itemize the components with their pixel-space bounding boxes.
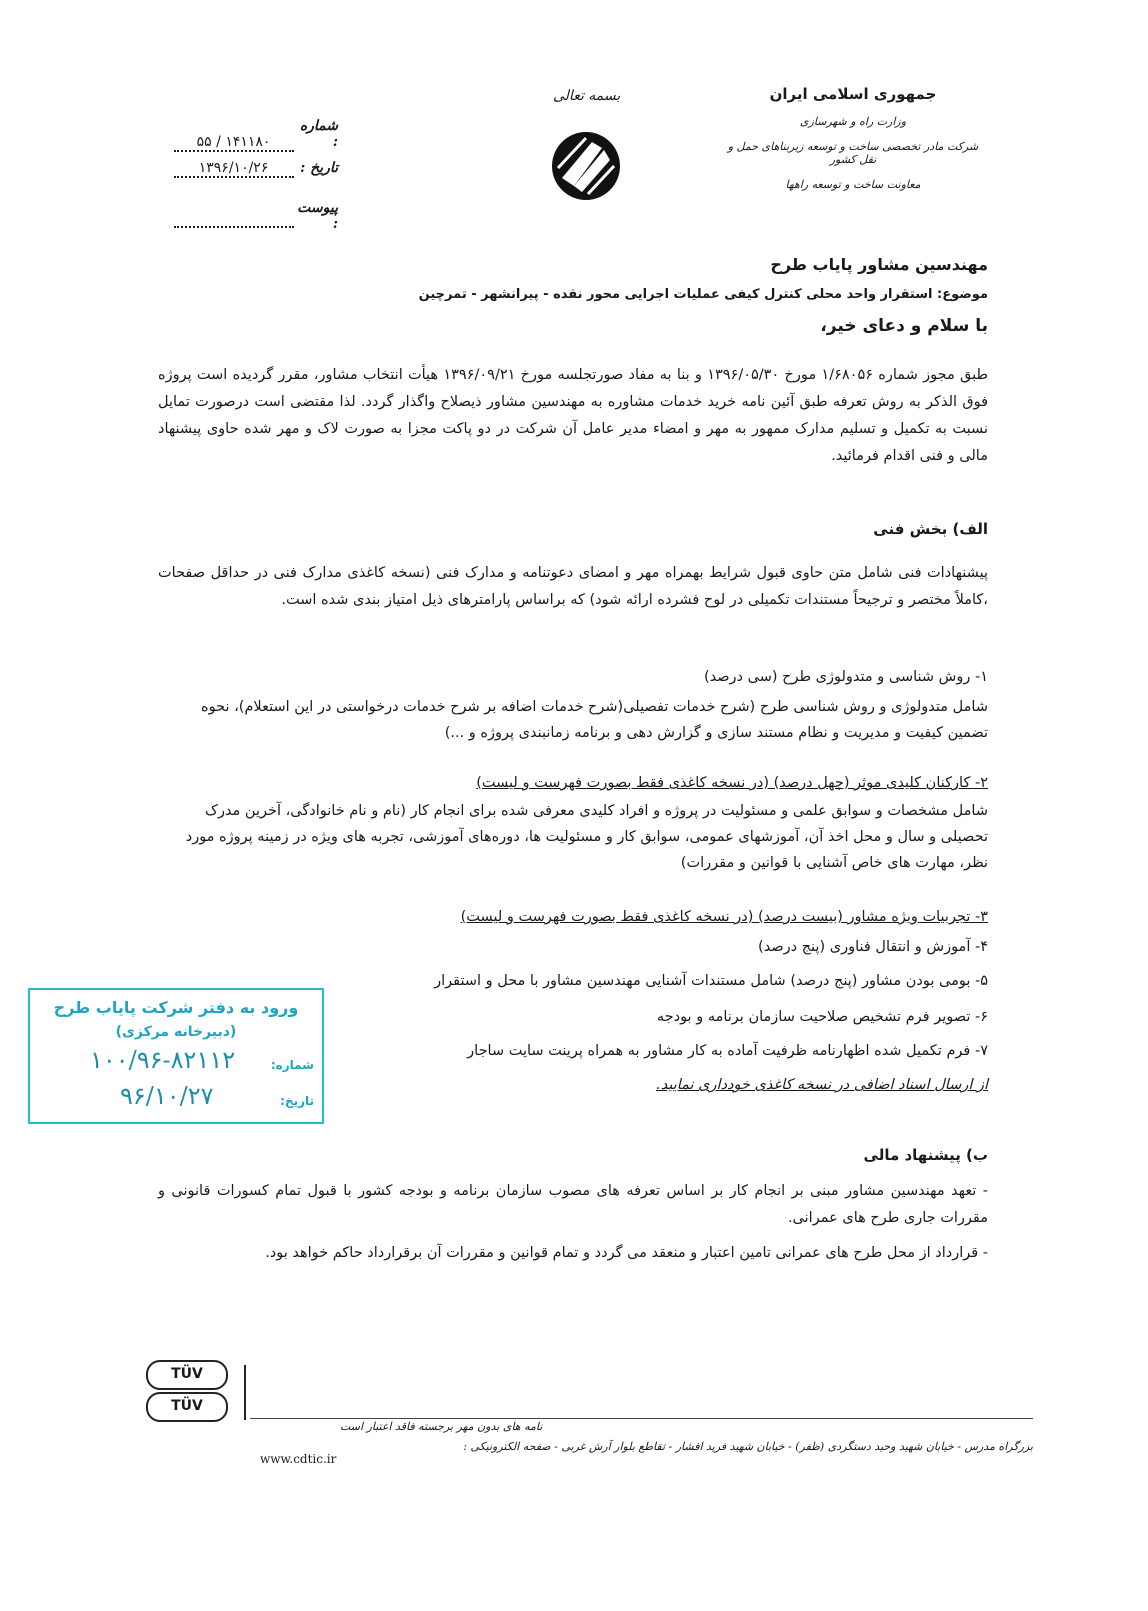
letter-date xyxy=(158,160,338,178)
list-item: ۳- تجربیات ویژه مشاور (بیست درصد) (در نسخه کاغذی فقط بصورت فهرست و لیست) xyxy=(460,909,988,925)
stamp-date-label: تاریخ: xyxy=(280,1094,314,1108)
number-label: شماره : xyxy=(299,118,338,150)
subject: موضوع: استقرار واحد محلی کنترل کیفی عملیات اجرایی محور نقده - پیرانشهر - تمرچین xyxy=(418,287,988,302)
list-item: ۵- بومی بودن مشاور (پنج درصد) شامل مستندات آشنایی مهندسین مشاور با محل و استقرار xyxy=(434,973,988,989)
section-b-title: ب) پیشنهاد مالی xyxy=(863,1146,988,1164)
footer-divider xyxy=(244,1365,246,1420)
number-value: ۵۵ / ۱۴۱۱۸۰ xyxy=(174,134,294,152)
section-a-title: الف) بخش فنی xyxy=(873,520,988,538)
company-name: شرکت مادر تخصصی ساخت و توسعه زیربناهای حمل و نقل کشور xyxy=(727,140,979,166)
list-item: ۴- آموزش و انتقال فناوری (پنج درصد) xyxy=(758,939,988,955)
footer-divider xyxy=(250,1418,1033,1419)
bismillah: بسمه تعالی xyxy=(553,88,621,104)
footer-address: بزرگراه مدرس - خیابان شهید وحید دستگردی (ظفر) - خیابان شهید فرید افشار - تقاطع بلوار آرش غربی - صفحه الکترونیکی : xyxy=(463,1440,1033,1453)
section-a-text: پیشنهادات فنی شامل متن حاوی قبول شرایط بهمراه مهر و امضای دعوتنامه و مدارک فنی (نسخه کاغذی مدارک فنی در حداقل صفحات ،کاملاً مختصر و ترجیحاً مستندات تکمیلی در لوح فشرده ارائه شود) که براساس پارامترهای ذیل امتیاز بندی شده است. xyxy=(158,565,988,608)
tuv-certification-icon: TÜV xyxy=(146,1360,228,1390)
stamp-number-label: شماره: xyxy=(270,1058,314,1072)
list-item: - تعهد مهندسین مشاور مبنی بر انجام کار بر اساس تعرفه های مصوب سازمان برنامه و بودجه کشور با قبول تمام کسورات قانونی و مقررات جاری طرح های عمرانی. xyxy=(158,1183,988,1226)
company-logo-icon xyxy=(548,128,624,204)
attachment-label: پیوست : xyxy=(297,200,338,232)
letterhead xyxy=(723,85,983,191)
date-label: تاریخ : xyxy=(300,160,338,176)
greeting: با سلام و دعای خیر، xyxy=(820,316,988,336)
country-name: جمهوری اسلامی ایران xyxy=(769,85,937,103)
list-item: از ارسال اسناد اضافی در نسخه کاغذی خودداری نمایید. xyxy=(656,1077,988,1093)
department-name: معاونت ساخت و توسعه راهها xyxy=(785,178,921,191)
list-item: - قرارداد از محل طرح های عمرانی تامین اعتبار و منعقد می گردد و تمام قوانین و مقررات آن برقرارداد حاکم خواهد بود. xyxy=(265,1245,988,1261)
receipt-stamp xyxy=(28,988,324,1124)
stamp-date-value: ۹۶/۱۰/۲۷ xyxy=(120,1082,214,1110)
date-value: ۱۳۹۶/۱۰/۲۶ xyxy=(174,160,294,178)
letter-number xyxy=(158,118,338,152)
stamp-subtitle: (دبیرخانه مرکزی) xyxy=(115,1024,237,1040)
ministry-name: وزارت راه و شهرسازی xyxy=(799,115,907,128)
letter-attachment xyxy=(158,200,338,232)
intro-paragraph: طبق مجوز شماره ۱/۶۸۰۵۶ مورخ ۱۳۹۶/۰۵/۳۰ و بنا به مفاد صورتجلسه مورخ ۱۳۹۶/۰۹/۲۱ هیأت انتخاب مشاور، مقرر گردیده است پروژه فوق الذکر به روش تعرفه طبق آئین نامه خرید خدمات مشاوره به مهندسین مشاور ذیصلاح واگذار گردد. لذا مقتضی است درصورت تمایل نسبت به تکمیل و تسلیم مدارک ممهور به مهر و امضاء مدیر عامل آن شرکت در دو پاکت مجزا به صورت لاک و مهر شده حاوی پیشنهاد مالی و فنی اقدام فرمائید. xyxy=(158,367,988,464)
list-item: ۶- تصویر فرم تشخیص صلاحیت سازمان برنامه و بودجه xyxy=(656,1009,988,1025)
footer-website[interactable]: www.cdtic.ir xyxy=(260,1452,337,1466)
stamp-title: ورود به دفتر شرکت پایاب طرح xyxy=(53,998,299,1017)
tuv-certification-icon: TÜV xyxy=(146,1392,228,1422)
attachment-value xyxy=(174,226,294,228)
list-item: ۷- فرم تکمیل شده اظهارنامه ظرفیت آماده به کار مشاور به همراه پرینت سایت ساجار xyxy=(467,1043,988,1059)
list-item: ۱- روش شناسی و متدولوژی طرح (سی درصد) xyxy=(703,669,988,685)
list-item: شامل متدولوژی و روش شناسی طرح (شرح خدمات تفصیلی(شرح خدمات اضافه بر شرح خدمات درخواستی در این استعلام)، نحوه تضمین کیفیت و مدیریت و نظام مستند سازی و گزارش دهی و برنامه زمانبندی پروژه و ...) xyxy=(201,699,988,741)
footer-notice: نامه های بدون مهر برجسته فاقد اعتبار است xyxy=(340,1420,543,1433)
addressee: مهندسین مشاور پایاب طرح xyxy=(770,255,988,274)
list-item: شامل مشخصات و سوابق علمی و مسئولیت در پروژه و افراد کلیدی معرفی شده برای انجام کار (نام و نام خانوادگی، آخرین مدرک تحصیلی و سال و محل اخذ آن، آموزشهای عمومی، سوابق کار و مسئولیت ها، دوره‌های آموزشی، تجربه های ویژه در زمینه پروژه مورد نظر، مهارت های خاص آشنایی با قوانین و مقررات) xyxy=(185,803,988,871)
stamp-number-value: ۱۰۰/۹۶-۸۲۱۱۲ xyxy=(90,1046,236,1074)
list-item: ۲- کارکنان کلیدی موثر (چهل درصد) (در نسخه کاغذی فقط بصورت فهرست و لیست) xyxy=(476,775,988,791)
